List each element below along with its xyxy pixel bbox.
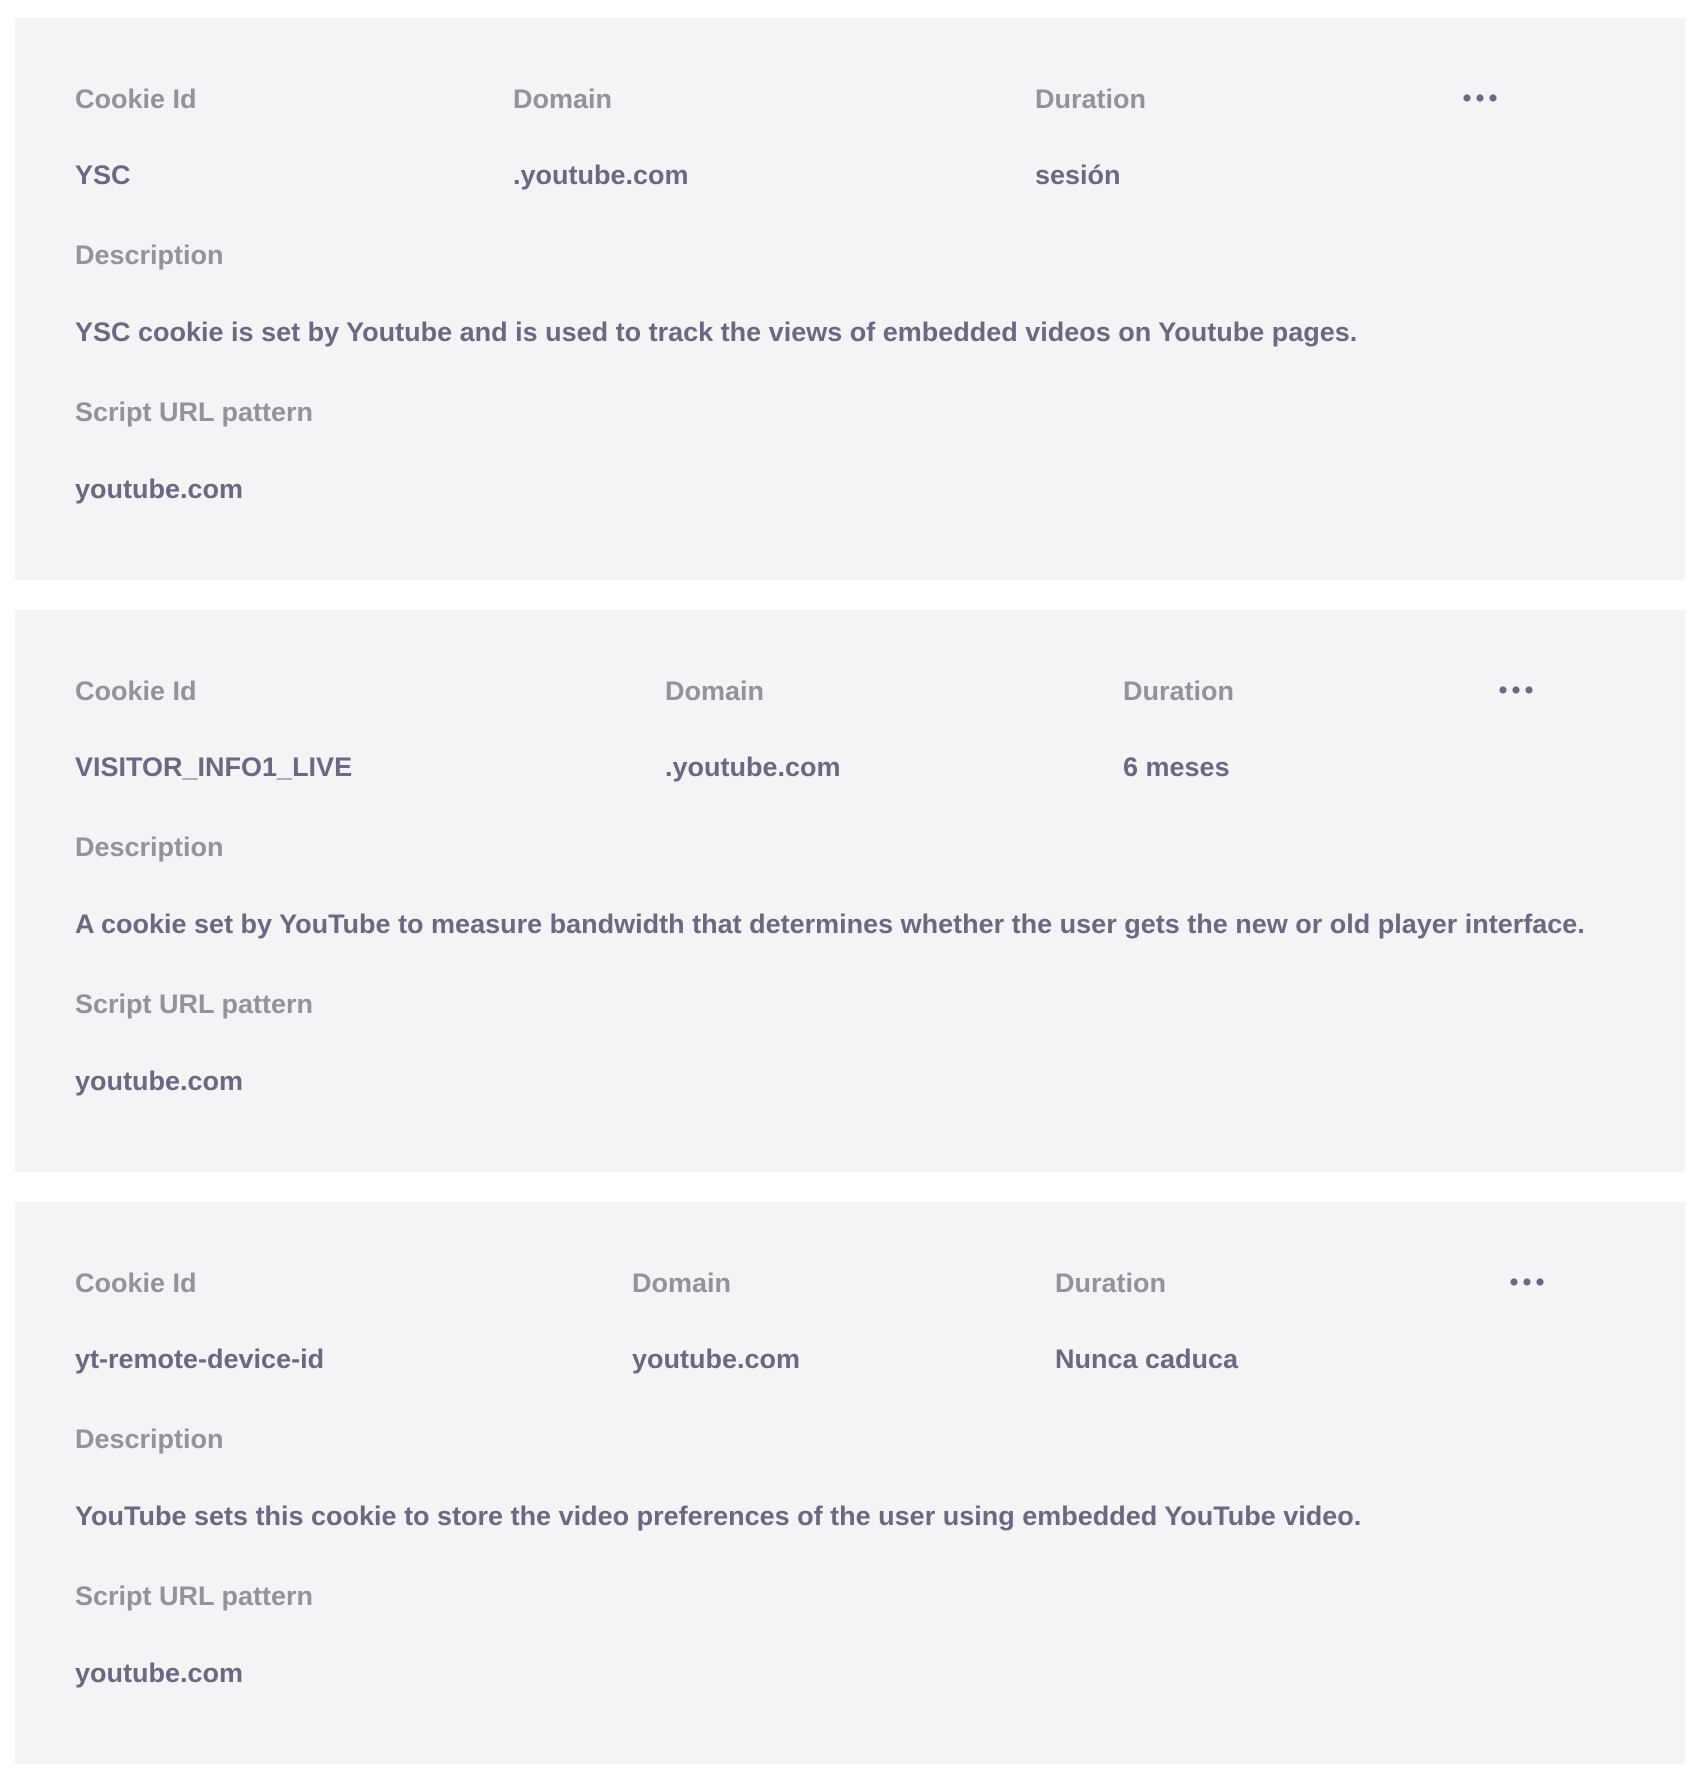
- more-horizontal-icon: [1506, 1272, 1552, 1292]
- script-url-pattern-value: youtube.com: [75, 1066, 244, 1096]
- duration-label: Duration: [1123, 676, 1234, 706]
- cookie-id-value: YSC: [75, 160, 131, 190]
- cookie-id-label: Cookie Id: [75, 1268, 197, 1298]
- description-label: Description: [75, 832, 224, 862]
- more-options-button[interactable]: [1506, 1272, 1552, 1292]
- more-options-button[interactable]: [1495, 680, 1541, 700]
- cookie-card: [15, 1202, 1685, 1764]
- cookie-id-value: yt-remote-device-id: [75, 1344, 325, 1374]
- domain-label: Domain: [513, 84, 613, 114]
- domain-value: .youtube.com: [513, 160, 689, 190]
- domain-label: Domain: [665, 676, 765, 706]
- more-horizontal-icon: [1459, 88, 1505, 108]
- script-url-pattern-value: youtube.com: [75, 474, 244, 504]
- description-label: Description: [75, 240, 224, 270]
- duration-value: sesión: [1035, 160, 1121, 190]
- duration-value: Nunca caduca: [1055, 1344, 1239, 1374]
- script-url-pattern-label: Script URL pattern: [75, 397, 314, 427]
- script-url-pattern-value: youtube.com: [75, 1658, 244, 1688]
- duration-label: Duration: [1055, 1268, 1166, 1298]
- cookie-card: [15, 18, 1685, 580]
- description-value: YSC cookie is set by Youtube and is used to track the views of embedded videos on Youtube pages.: [75, 317, 1358, 347]
- cookie-card: [15, 610, 1685, 1172]
- description-label: Description: [75, 1424, 224, 1454]
- duration-value: 6 meses: [1123, 752, 1230, 782]
- more-options-button[interactable]: [1459, 88, 1505, 108]
- duration-label: Duration: [1035, 84, 1146, 114]
- description-value: A cookie set by YouTube to measure bandwidth that determines whether the user gets the new or old player interface.: [75, 909, 1585, 939]
- cookie-id-value: VISITOR_INFO1_LIVE: [75, 752, 353, 782]
- script-url-pattern-label: Script URL pattern: [75, 1581, 314, 1611]
- domain-label: Domain: [632, 1268, 732, 1298]
- description-value: YouTube sets this cookie to store the video preferences of the user using embedded YouTube video.: [75, 1501, 1362, 1531]
- domain-value: .youtube.com: [665, 752, 841, 782]
- cookie-id-label: Cookie Id: [75, 676, 197, 706]
- cookie-id-label: Cookie Id: [75, 84, 197, 114]
- more-horizontal-icon: [1495, 680, 1541, 700]
- domain-value: youtube.com: [632, 1344, 801, 1374]
- script-url-pattern-label: Script URL pattern: [75, 989, 314, 1019]
